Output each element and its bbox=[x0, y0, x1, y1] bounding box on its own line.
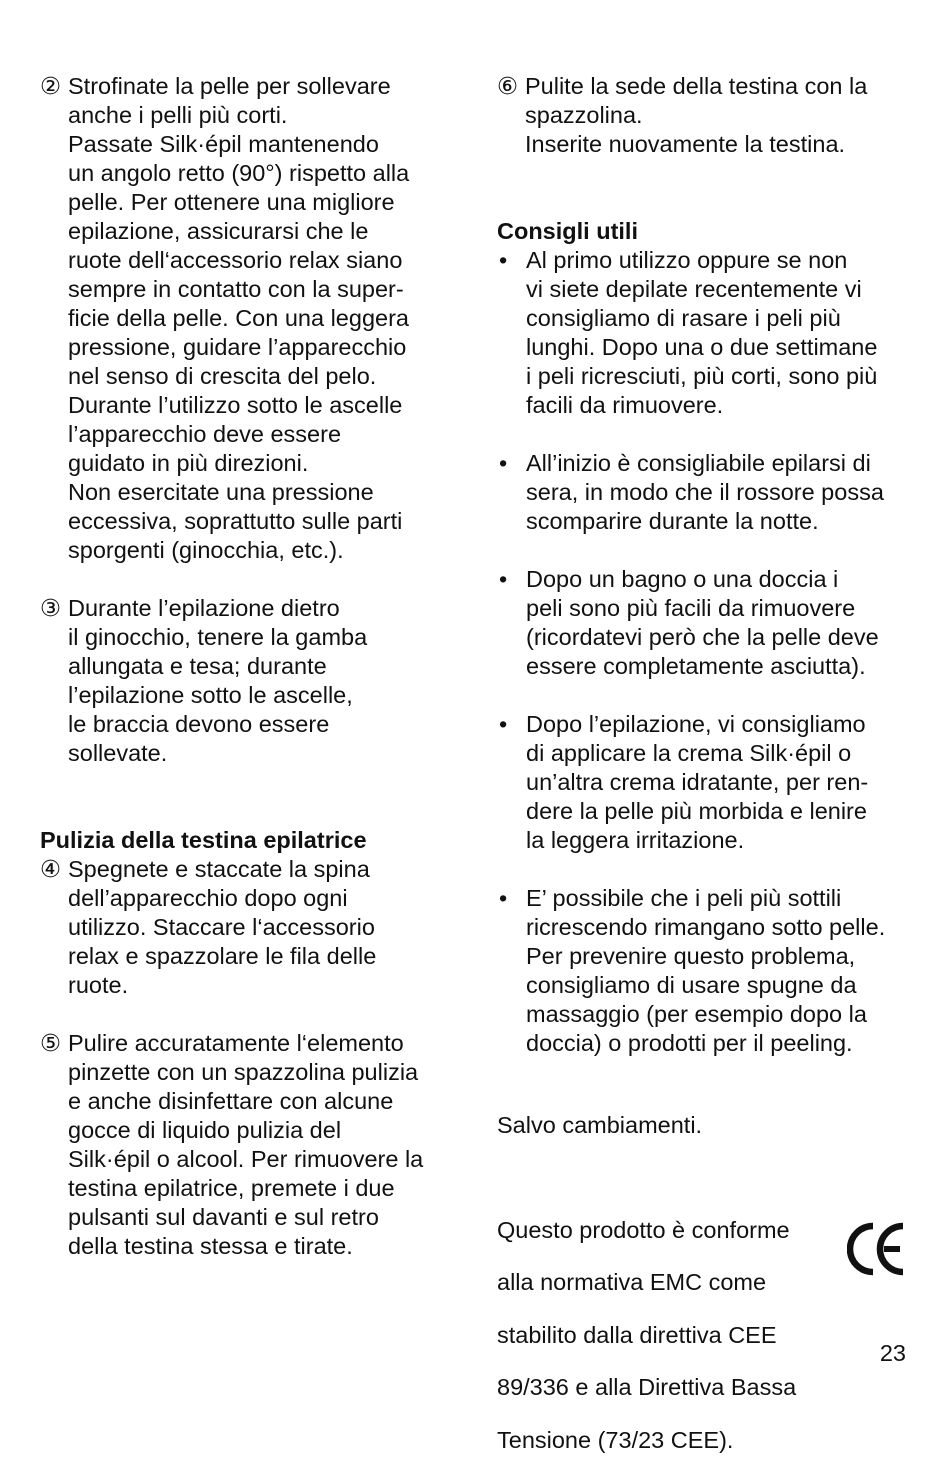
text-line: Dopo un bagno o una doccia i bbox=[526, 566, 839, 592]
cleaning-heading: Pulizia della testina epilatrice bbox=[40, 827, 367, 853]
text-line: Strofinate la pelle per sollevare bbox=[68, 73, 391, 99]
text-line: consigliamo di usare spugne da bbox=[526, 972, 857, 998]
text-line: dell’apparecchio dopo ogni bbox=[68, 885, 348, 911]
text-line: dere la pelle più morbida e lenire bbox=[526, 798, 867, 824]
text-line: stabilito dalla direttiva CEE bbox=[497, 1321, 777, 1348]
text-line: alla normativa EMC come bbox=[497, 1269, 767, 1295]
text-line: consigliamo di rasare i peli più bbox=[526, 305, 841, 331]
text-line: un angolo retto (90°) rispetto alla bbox=[68, 160, 410, 186]
right-column bbox=[497, 72, 917, 1478]
bullet-icon: • bbox=[499, 711, 508, 737]
text-line: massaggio (per esempio dopo la bbox=[526, 1001, 867, 1027]
step-number: ⑤ bbox=[40, 1030, 62, 1056]
text-line: l’epilazione sotto le ascelle, bbox=[68, 682, 353, 708]
text-line: doccia) o prodotti per il peeling. bbox=[526, 1030, 853, 1056]
instruction-step-6 bbox=[497, 72, 917, 159]
tip-item bbox=[497, 565, 917, 681]
text-line: guidato in più direzioni. bbox=[68, 450, 309, 476]
tip-item bbox=[497, 884, 917, 1058]
text-line: eccessiva, soprattutto sulle parti bbox=[68, 508, 403, 534]
text-line: lunghi. Dopo una o due settimane bbox=[526, 334, 878, 360]
text-line: pelle. Per ottenere una migliore bbox=[68, 189, 395, 215]
step-number: ⑥ bbox=[497, 73, 519, 99]
text-line: 89/336 e alla Direttiva Bassa bbox=[497, 1374, 797, 1400]
text-line: ruote. bbox=[68, 972, 129, 998]
text-line: i peli ricresciuti, più corti, sono più bbox=[526, 363, 878, 389]
text-line: Durante l’epilazione dietro bbox=[68, 595, 340, 621]
text-line: il ginocchio, tenere la gamba bbox=[68, 624, 368, 650]
text-line: Passate Silk·épil mantenendo bbox=[68, 131, 379, 157]
tip-item bbox=[497, 710, 917, 855]
bullet-icon: • bbox=[499, 885, 508, 911]
left-column bbox=[40, 72, 460, 1261]
tips-heading: Consigli utili bbox=[497, 218, 638, 244]
text-line: peli sono più facili da rimuovere bbox=[526, 595, 856, 621]
step-number: ④ bbox=[40, 856, 62, 882]
text-line: sempre in contatto con la super- bbox=[68, 276, 404, 302]
text-line: la leggera irritazione. bbox=[526, 827, 745, 853]
text-line: Pulite la sede della testina con la bbox=[525, 73, 868, 99]
changes-notice: Salvo cambiamenti. bbox=[497, 1111, 703, 1138]
text-line: l’apparecchio deve essere bbox=[68, 421, 342, 447]
text-line: essere completamente asciutta). bbox=[526, 653, 866, 679]
bullet-icon: • bbox=[499, 247, 508, 273]
text-line: Durante l’utilizzo sotto le ascelle bbox=[68, 392, 403, 418]
step-number: ③ bbox=[40, 595, 62, 621]
text-line: Dopo l’epilazione, vi consigliamo bbox=[526, 711, 866, 737]
text-line: epilazione, assicurarsi che le bbox=[68, 218, 369, 244]
instruction-step-4 bbox=[40, 855, 460, 1000]
text-line: vi siete depilate recentemente vi bbox=[526, 276, 862, 302]
text-line: allungata e tesa; durante bbox=[68, 653, 327, 679]
text-line: (ricordatevi però che la pelle deve bbox=[526, 624, 879, 650]
page-number: 23 bbox=[879, 1340, 906, 1366]
text-line: nel senso di crescita del pelo. bbox=[68, 363, 377, 389]
text-line: pinzette con un spazzolina pulizia bbox=[68, 1059, 419, 1085]
text-line: ricrescendo rimangano sotto pelle. bbox=[526, 914, 886, 940]
text-line: un’altra crema idratante, per ren- bbox=[526, 769, 869, 795]
text-line: gocce di liquido pulizia del bbox=[68, 1117, 342, 1143]
text-line: pulsanti sul davanti e sul retro bbox=[68, 1204, 379, 1230]
text-line: di applicare la crema Silk·épil o bbox=[526, 740, 852, 766]
text-line: spazzolina. bbox=[525, 102, 643, 128]
step-number: ② bbox=[40, 73, 62, 99]
text-line: ruote dell‘accessorio relax siano bbox=[68, 247, 403, 273]
text-line: sera, in modo che il rossore possa bbox=[526, 479, 884, 505]
text-line: relax e spazzolare le fila delle bbox=[68, 943, 377, 969]
text-line: Inserite nuovamente la testina. bbox=[525, 131, 846, 157]
text-line: scomparire durante la notte. bbox=[526, 508, 819, 534]
tip-item bbox=[497, 449, 917, 536]
ce-mark-icon bbox=[847, 1218, 907, 1280]
instruction-step-5 bbox=[40, 1029, 460, 1261]
text-line: della testina stessa e tirate. bbox=[68, 1233, 353, 1259]
text-line: Al primo utilizzo oppure se non bbox=[526, 247, 848, 273]
text-line: pressione, guidare l’apparecchio bbox=[68, 334, 407, 360]
text-line: facili da rimuovere. bbox=[526, 392, 724, 418]
text-line: utilizzo. Staccare l‘accessorio bbox=[68, 914, 375, 940]
text-line: Questo prodotto è conforme bbox=[497, 1216, 790, 1243]
text-line: le braccia devono essere bbox=[68, 711, 330, 737]
text-line: sollevate. bbox=[68, 740, 168, 766]
text-line: Non esercitate una pressione bbox=[68, 479, 374, 505]
text-line: Tensione (73/23 CEE). bbox=[497, 1426, 734, 1453]
text-line: Silk·épil o alcool. Per rimuovere la bbox=[68, 1146, 424, 1172]
text-line: anche i pelli più corti. bbox=[68, 102, 288, 128]
instruction-step-2 bbox=[40, 72, 460, 565]
text-line: sporgenti (ginocchia, etc.). bbox=[68, 537, 344, 563]
conformity-statement bbox=[497, 1216, 917, 1455]
text-line: ficie della pelle. Con una leggera bbox=[68, 305, 409, 331]
text-line: E’ possibile che i peli più sottili bbox=[526, 885, 842, 911]
text-line: e anche disinfettare con alcune bbox=[68, 1088, 394, 1114]
text-line: Per prevenire questo problema, bbox=[526, 943, 856, 969]
bullet-icon: • bbox=[499, 450, 508, 476]
text-line: Spegnete e staccate la spina bbox=[68, 856, 370, 882]
instruction-step-3 bbox=[40, 594, 460, 768]
bullet-icon: • bbox=[499, 566, 508, 592]
text-line: testina epilatrice, premete i due bbox=[68, 1175, 395, 1201]
text-line: All’inizio è consigliabile epilarsi di bbox=[526, 450, 871, 476]
tip-item bbox=[497, 246, 917, 420]
text-line: Pulire accuratamente l‘elemento bbox=[68, 1030, 404, 1056]
